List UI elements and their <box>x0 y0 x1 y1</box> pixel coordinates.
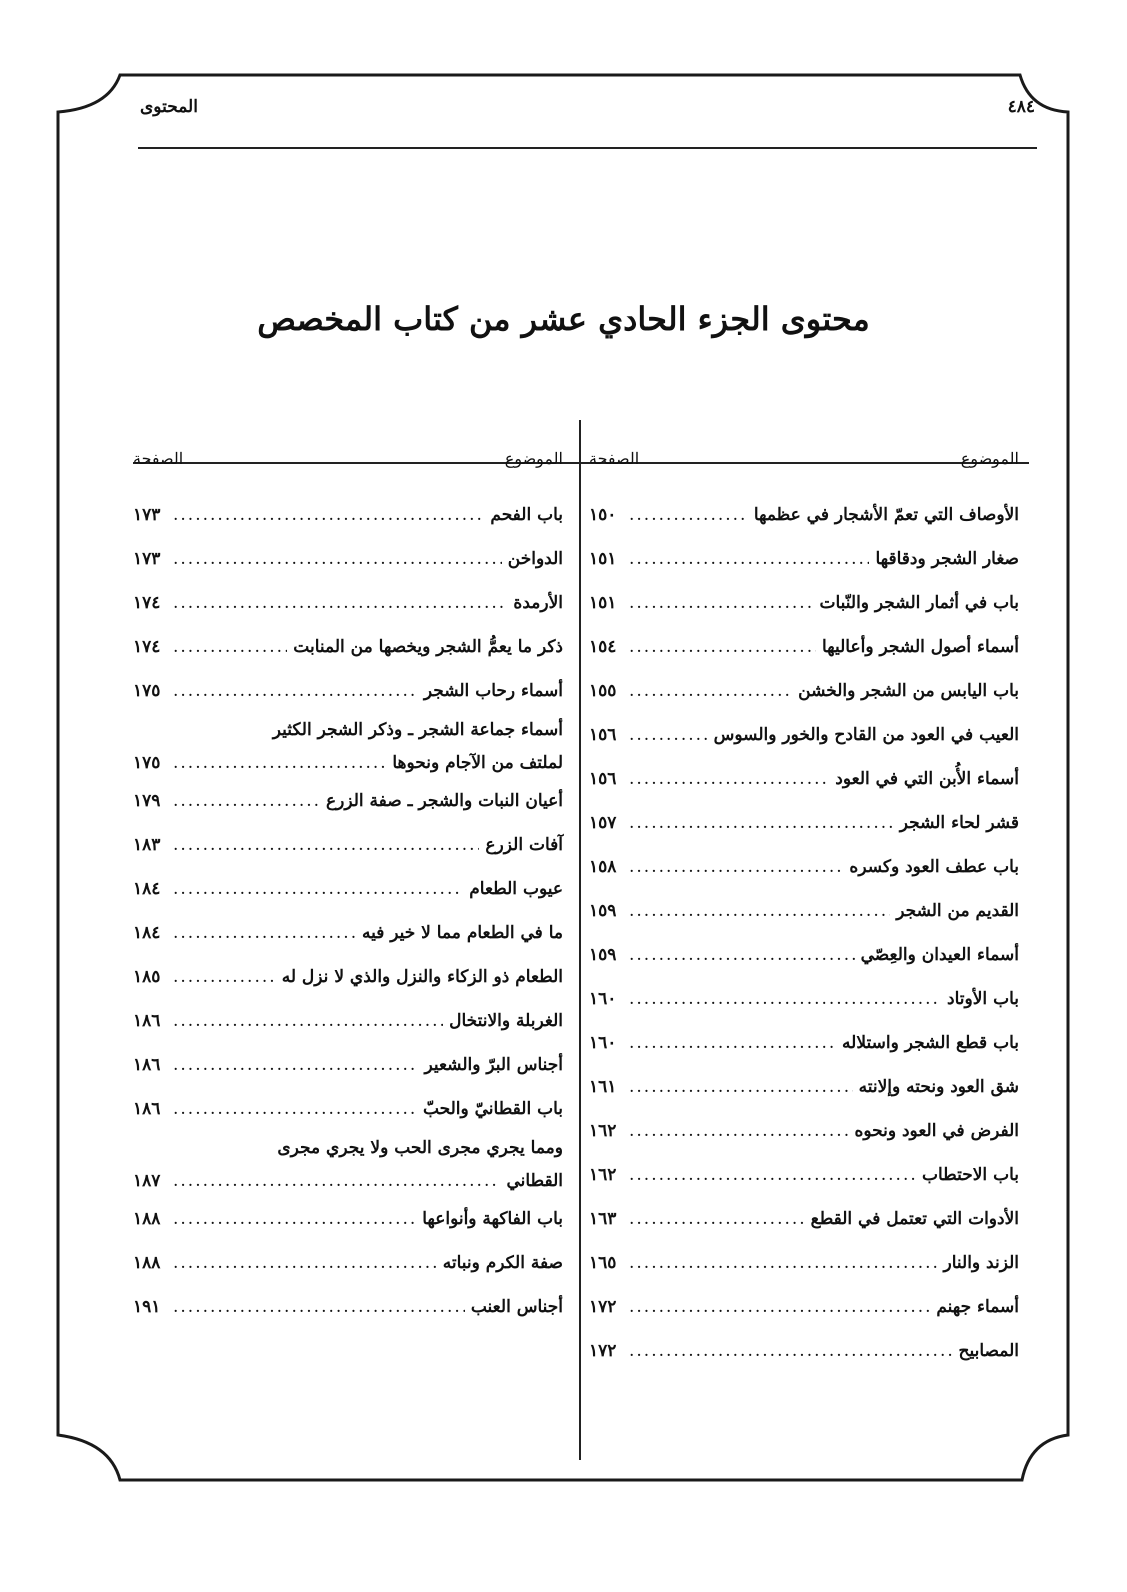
toc-entry-page-number: ١٨٦ <box>133 1055 161 1075</box>
dot-leader <box>629 1109 848 1153</box>
toc-entry <box>133 1241 563 1285</box>
toc-entry-title: العيب في العود من القادح والخور والسوس <box>713 725 1019 745</box>
toc-entry <box>133 581 563 625</box>
dot-leader <box>173 747 386 779</box>
toc-entry <box>589 713 1019 757</box>
toc-entry <box>589 537 1019 581</box>
toc-entry-continued-line <box>133 713 563 747</box>
dot-leader <box>173 823 479 867</box>
toc-entry-page-number: ١٨٧ <box>133 1171 161 1191</box>
toc-entry <box>589 757 1019 801</box>
toc-entry-title: أسماء جماعة الشجر ـ وذكر الشجر الكثير <box>272 720 563 740</box>
toc-entry <box>589 625 1019 669</box>
column-header <box>133 420 563 471</box>
toc-entry-title: أسماء الأُبن التي في العود <box>835 769 1019 789</box>
dot-leader <box>629 889 890 933</box>
toc-entry <box>133 1197 563 1241</box>
toc-entry-title: باب الفحم <box>490 505 563 525</box>
toc-entry-page-number: ١٥١ <box>589 593 617 613</box>
toc-entry <box>133 669 563 713</box>
dot-leader <box>173 999 443 1043</box>
toc-entry-page-number: ١٥٩ <box>589 901 617 921</box>
toc-entry-title: صفة الكرم ونباته <box>442 1253 563 1273</box>
toc-entry <box>589 1109 1019 1153</box>
toc-entry-page-number: ١٥٥ <box>589 681 617 701</box>
toc-entry-page-number: ١٧٢ <box>589 1341 617 1361</box>
toc-entry <box>589 1329 1019 1373</box>
toc-entry <box>133 1043 563 1087</box>
toc-entry-page-number: ١٥١ <box>589 549 617 569</box>
toc-entry-title: ما في الطعام مما لا خير فيه <box>361 923 563 943</box>
toc-entry-title: الأوصاف التي تعمّ الأشجار في عظمها <box>753 505 1019 525</box>
toc-entry-page-number: ١٧٤ <box>133 637 161 657</box>
toc-entry <box>589 977 1019 1021</box>
toc-entry-title: ومما يجري مجرى الحب ولا يجري مجرى <box>277 1138 563 1158</box>
topic-column-header: الموضوع <box>504 449 563 468</box>
toc-entry-page-number: ١٨٨ <box>133 1209 161 1229</box>
toc-entry-title: ذكر ما يعمُّ الشجر ويخصها من المنابت <box>293 637 563 657</box>
toc-entry-page-number: ١٦٣ <box>589 1209 617 1229</box>
table-of-contents <box>133 420 1029 1462</box>
toc-entry <box>589 1153 1019 1197</box>
topic-column-header: الموضوع <box>960 449 1019 468</box>
toc-entry <box>133 1285 563 1329</box>
toc-entry-page-number: ١٦٠ <box>589 1033 617 1053</box>
toc-entry-title: آفات الزرع <box>485 835 563 855</box>
toc-entry-page-number: ١٨٦ <box>133 1099 161 1119</box>
dot-leader <box>629 933 855 977</box>
dot-leader <box>173 1165 500 1197</box>
dot-leader <box>629 713 708 757</box>
toc-entry-page-number: ١٨٥ <box>133 967 161 987</box>
toc-entry-title: القديم من الشجر <box>896 901 1019 921</box>
toc-entry <box>133 911 563 955</box>
toc-entry-page-number: ١٧٣ <box>133 549 161 569</box>
toc-entry-page-number: ١٨٣ <box>133 835 161 855</box>
dot-leader <box>629 757 829 801</box>
dot-leader <box>629 493 748 537</box>
dot-leader <box>629 1241 938 1285</box>
toc-entry-title: الغربلة والانتخال <box>449 1011 563 1031</box>
toc-entry-page-number: ١٦٠ <box>589 989 617 1009</box>
toc-entry-page-number: ١٧٩ <box>133 791 161 811</box>
toc-entry-page-number: ١٧٥ <box>133 753 161 773</box>
toc-list-right <box>589 493 1019 1373</box>
toc-entry <box>589 493 1019 537</box>
toc-entry-title: الأرمدة <box>513 593 563 613</box>
dot-leader <box>173 867 463 911</box>
toc-column-right <box>589 420 1019 1373</box>
dot-leader <box>173 1285 465 1329</box>
toc-entry-title: باب الأوتاد <box>947 989 1019 1009</box>
toc-entry-title: أجناس العنب <box>470 1297 563 1317</box>
toc-entry <box>133 625 563 669</box>
toc-entry-title: شق العود ونحته وإلانته <box>858 1077 1019 1097</box>
toc-entry <box>133 747 563 779</box>
toc-entry <box>589 889 1019 933</box>
toc-entry-title: قشر لحاء الشجر <box>899 813 1019 833</box>
dot-leader <box>173 955 276 999</box>
toc-entry-title: باب اليابس من الشجر والخشن <box>798 681 1019 701</box>
toc-entry-title: لملتف من الآجام ونحوها <box>392 753 563 773</box>
dot-leader <box>629 1197 805 1241</box>
toc-entry-page-number: ١٧٢ <box>589 1297 617 1317</box>
dot-leader <box>173 669 418 713</box>
toc-entry-page-number: ١٥٩ <box>589 945 617 965</box>
header-section-title: المحتوى <box>140 97 198 117</box>
toc-entry-page-number: ١٧٥ <box>133 681 161 701</box>
toc-entry <box>133 867 563 911</box>
dot-leader <box>629 1153 916 1197</box>
toc-entry-page-number: ١٥٦ <box>589 769 617 789</box>
dot-leader <box>629 1065 853 1109</box>
toc-entry-title: الدواخن <box>507 549 563 569</box>
toc-entry <box>589 1065 1019 1109</box>
toc-entry-page-number: ١٥٨ <box>589 857 617 877</box>
toc-entry-page-number: ١٨٦ <box>133 1011 161 1031</box>
toc-entry-page-number: ١٨٨ <box>133 1253 161 1273</box>
toc-entry-page-number: ١٥٠ <box>589 505 617 525</box>
toc-entry <box>589 669 1019 713</box>
page-column-header: الصفحة <box>133 449 184 468</box>
toc-entry-title: الأدوات التي تعتمل في القطع <box>810 1209 1019 1229</box>
toc-entry <box>589 1241 1019 1285</box>
dot-leader <box>629 1285 930 1329</box>
toc-entry-title: الزند والنار <box>943 1253 1019 1273</box>
toc-entry <box>589 801 1019 845</box>
dot-leader <box>629 1329 953 1373</box>
toc-entry-title: باب في أثمار الشجر والنّبات <box>819 593 1019 613</box>
dot-leader <box>173 911 356 955</box>
dot-leader <box>629 669 792 713</box>
toc-entry <box>133 1087 563 1131</box>
running-header <box>140 97 1035 133</box>
toc-entry-title: أسماء جهنم <box>936 1297 1019 1317</box>
toc-entry <box>133 1165 563 1197</box>
column-header <box>589 420 1019 471</box>
toc-entry <box>589 1197 1019 1241</box>
header-page-number: ٤٨٤ <box>1007 97 1035 117</box>
toc-entry-page-number: ١٥٦ <box>589 725 617 745</box>
toc-entry-page-number: ١٦١ <box>589 1077 617 1097</box>
toc-entry-title: أسماء أصول الشجر وأعاليها <box>821 637 1019 657</box>
toc-entry-title: أعيان النبات والشجر ـ صفة الزرع <box>326 791 563 811</box>
toc-entry <box>589 1285 1019 1329</box>
toc-entry-title: الفرض في العود ونحوه <box>854 1121 1019 1141</box>
toc-entry-page-number: ١٦٢ <box>589 1121 617 1141</box>
toc-entry-page-number: ١٧٤ <box>133 593 161 613</box>
dot-leader <box>173 537 502 581</box>
toc-entry-title: الطعام ذو الزكاء والنزل والذي لا نزل له <box>281 967 563 987</box>
toc-entry-page-number: ١٥٧ <box>589 813 617 833</box>
dot-leader <box>629 625 816 669</box>
dot-leader <box>629 845 843 889</box>
toc-entry-page-number: ١٧٣ <box>133 505 161 525</box>
toc-entry-page-number: ١٩١ <box>133 1297 161 1317</box>
toc-entry <box>133 537 563 581</box>
toc-entry <box>589 1021 1019 1065</box>
dot-leader <box>173 625 287 669</box>
toc-column-left <box>133 420 563 1329</box>
dot-leader <box>629 537 869 581</box>
toc-entry-page-number: ١٨٤ <box>133 923 161 943</box>
page-column-header: الصفحة <box>589 449 640 468</box>
toc-entry-page-number: ١٨٤ <box>133 879 161 899</box>
toc-entry <box>133 823 563 867</box>
toc-entry <box>133 779 563 823</box>
dot-leader <box>173 1241 437 1285</box>
toc-entry-page-number: ١٦٥ <box>589 1253 617 1273</box>
toc-entry <box>133 999 563 1043</box>
toc-entry-continued-line <box>133 1131 563 1165</box>
toc-entry-title: باب القطانيّ والحبّ <box>422 1099 563 1119</box>
toc-entry-title: أسماء رحاب الشجر <box>423 681 563 701</box>
dot-leader <box>629 801 894 845</box>
toc-entry-title: باب عطف العود وكسره <box>849 857 1019 877</box>
toc-list-left <box>133 493 563 1329</box>
toc-entry-page-number: ١٦٢ <box>589 1165 617 1185</box>
dot-leader <box>629 977 941 1021</box>
toc-entry <box>589 581 1019 625</box>
toc-entry-title: المصابيح <box>958 1341 1019 1361</box>
toc-entry-title: عيوب الطعام <box>469 879 563 899</box>
toc-entry <box>589 933 1019 977</box>
dot-leader <box>173 1087 417 1131</box>
header-rule <box>138 147 1037 149</box>
dot-leader <box>173 493 484 537</box>
toc-entry-title: باب قطع الشجر واستلاله <box>842 1033 1019 1053</box>
toc-entry-page-number: ١٥٤ <box>589 637 617 657</box>
contents-title: محتوى الجزء الحادي عشر من كتاب المخصص <box>257 300 870 338</box>
column-divider <box>579 420 581 1460</box>
toc-entry <box>133 493 563 537</box>
dot-leader <box>173 1043 418 1087</box>
dot-leader <box>629 1021 836 1065</box>
toc-entry-title: باب الاحتطاب <box>921 1165 1019 1185</box>
toc-entry-title: أجناس البرّ والشعير <box>424 1055 563 1075</box>
toc-entry-title: القطاني <box>506 1171 563 1191</box>
toc-entry-title: صغار الشجر ودقاقها <box>875 549 1019 569</box>
toc-entry <box>589 845 1019 889</box>
dot-leader <box>173 779 320 823</box>
dot-leader <box>629 581 813 625</box>
dot-leader <box>173 1197 416 1241</box>
toc-entry-title: أسماء العيدان والعِصّي <box>860 945 1019 965</box>
toc-entry-title: باب الفاكهة وأنواعها <box>422 1209 563 1229</box>
dot-leader <box>173 581 507 625</box>
toc-entry <box>133 955 563 999</box>
